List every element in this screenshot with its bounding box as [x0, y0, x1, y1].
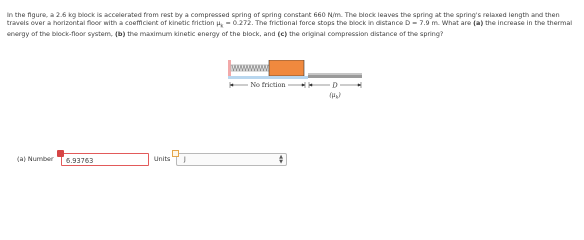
- part-a-number-label: (a) Number: [17, 155, 54, 163]
- problem-part-c-label: (c): [277, 30, 288, 39]
- friction-coefficient-label: $(\mu_k)$: [329, 92, 341, 101]
- spring: [231, 65, 269, 71]
- no-friction-label: No friction: [250, 81, 286, 89]
- units-select[interactable]: [176, 153, 287, 166]
- spring-block-figure: [228, 60, 362, 122]
- frictionless-floor: [228, 76, 308, 79]
- problem-text-5: the original compression distance of the spring?: [287, 30, 444, 39]
- distance-label: D: [332, 81, 338, 90]
- units-label: Units: [154, 155, 171, 163]
- problem-text-mu-subscript: k: [220, 23, 224, 30]
- units-selected-value: J: [184, 156, 186, 163]
- problem-part-a-label: (a): [473, 19, 484, 28]
- incorrect-answer-icon: [57, 150, 64, 157]
- problem-part-b-label: (b): [114, 30, 126, 39]
- select-arrows-icon: ▲ ▼: [279, 154, 283, 165]
- wall: [228, 60, 231, 76]
- problem-statement: [7, 11, 579, 39]
- rough-floor: [308, 75, 362, 78]
- problem-text-4: the maximum kinetic energy of the block, and: [125, 30, 278, 39]
- problem-text-1: In the figure, a 2.6 kg block is accelerated from rest by a compressed spring of spring constant 660 N/m. The block leaves the spring at the spring's relaxed length and then travels over a horizontal floor with a coefficient of kinetic friction μ: [7, 11, 560, 28]
- problem-text-3: the increase in the thermal energy of the block-floor system,: [7, 19, 573, 39]
- number-input[interactable]: [61, 153, 149, 166]
- units-status-icon: [172, 150, 179, 157]
- block: [269, 60, 304, 76]
- problem-text-2: = 0.272. The frictional force stops the block in distance D = 7.9 m. What are: [223, 19, 474, 28]
